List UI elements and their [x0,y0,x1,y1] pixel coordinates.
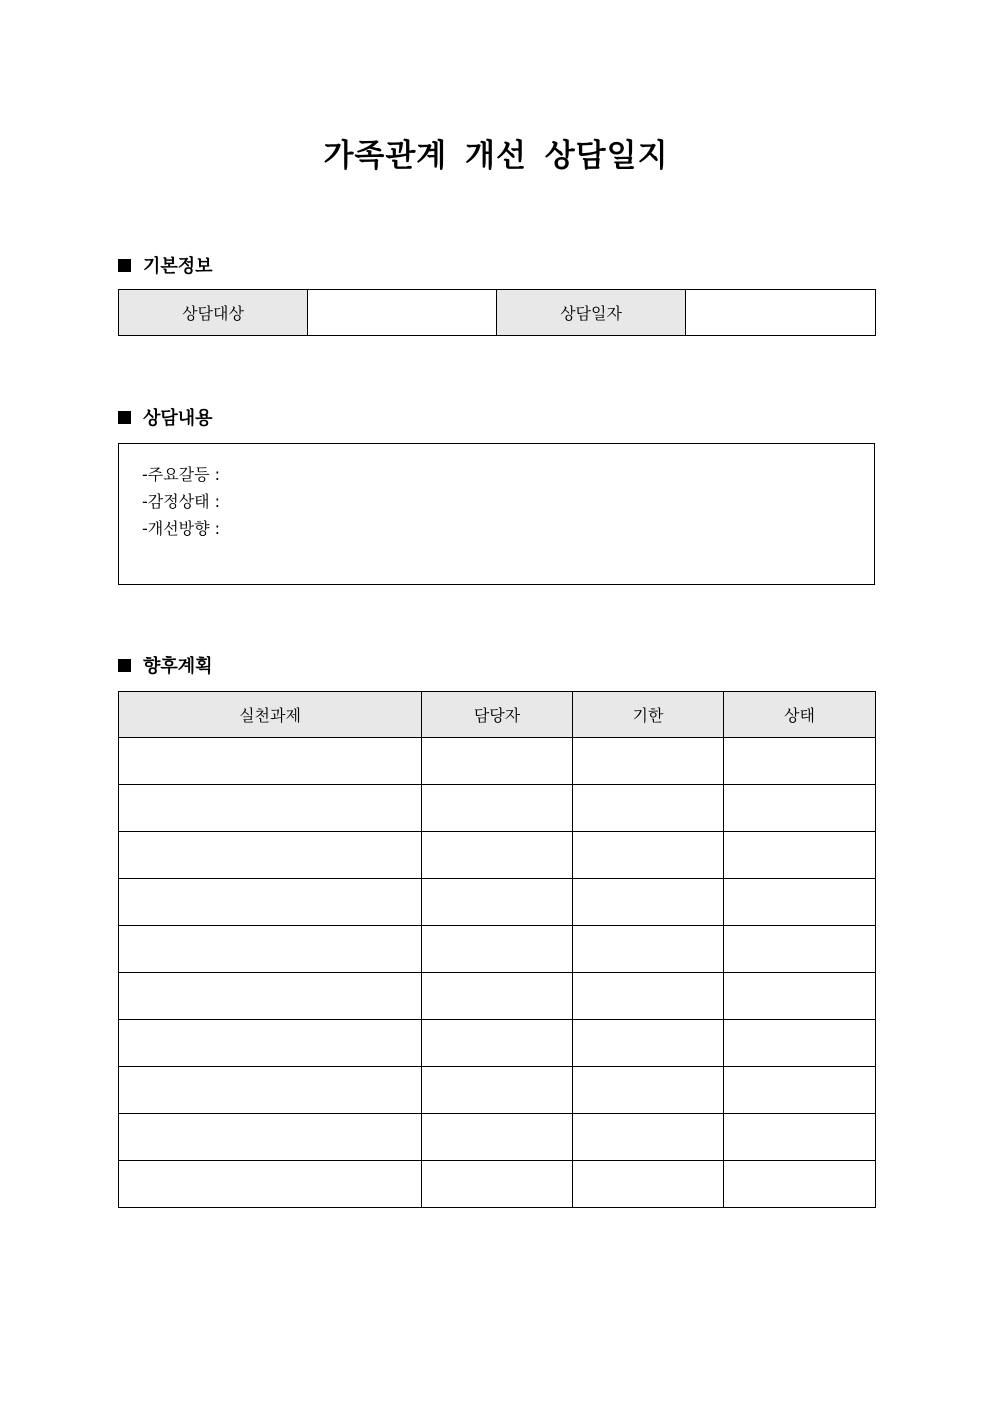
square-bullet-icon [118,659,131,672]
table-row [119,832,876,879]
table-cell[interactable] [724,785,876,832]
table-cell[interactable] [573,1114,724,1161]
table-cell[interactable] [119,879,422,926]
table-cell[interactable] [422,1020,573,1067]
table-cell[interactable] [724,1020,876,1067]
table-cell[interactable] [119,738,422,785]
content-line-improvement-direction: -개선방향 : [142,519,221,538]
field-label-counsel-target: 상담대상 [119,290,308,336]
table-row [119,1161,876,1208]
table-cell[interactable] [724,973,876,1020]
consult-content-lines [142,461,220,542]
table-cell[interactable] [573,832,724,879]
section-heading-label: 상담내용 [143,408,213,429]
column-header-deadline: 기한 [573,692,724,738]
table-cell[interactable] [422,1161,573,1208]
table-cell[interactable] [119,785,422,832]
table-cell[interactable] [422,1067,573,1114]
table-cell[interactable] [119,832,422,879]
table-cell[interactable] [724,879,876,926]
section-heading-label: 향후계획 [143,656,213,677]
field-label-counsel-date: 상담일자 [497,290,686,336]
table-cell[interactable] [422,832,573,879]
table-row [119,926,876,973]
column-header-task: 실천과제 [119,692,422,738]
square-bullet-icon [118,259,131,272]
table-cell[interactable] [119,973,422,1020]
column-header-status: 상태 [724,692,876,738]
table-cell[interactable] [724,926,876,973]
table-cell[interactable] [724,1067,876,1114]
table-cell[interactable] [119,1161,422,1208]
field-value-counsel-date[interactable] [686,290,876,336]
table-row [119,1020,876,1067]
content-line-emotional-state: -감정상태 : [142,492,221,511]
content-line-main-conflict: -주요갈등 : [142,465,221,484]
table-cell[interactable] [119,1020,422,1067]
table-cell[interactable] [422,785,573,832]
table-cell[interactable] [573,1161,724,1208]
table-header-row [119,692,876,738]
future-plan-table [118,691,876,1208]
table-row [119,738,876,785]
table-cell[interactable] [573,926,724,973]
table-row [119,785,876,832]
table-cell[interactable] [724,832,876,879]
table-cell[interactable] [724,1161,876,1208]
section-heading-future-plan [118,653,213,677]
table-cell[interactable] [119,1114,422,1161]
document-title: 가족관계 개선 상담일지 [323,138,669,174]
table-cell[interactable] [422,879,573,926]
consult-content-box[interactable] [118,443,875,585]
table-cell[interactable] [119,1067,422,1114]
table-cell[interactable] [724,738,876,785]
table-row [119,290,876,336]
table-cell[interactable] [573,1067,724,1114]
section-heading-consult-content [118,405,213,429]
table-cell[interactable] [573,1020,724,1067]
table-cell[interactable] [724,1114,876,1161]
basic-info-table [118,289,876,336]
table-row [119,879,876,926]
table-cell[interactable] [422,926,573,973]
table-cell[interactable] [573,973,724,1020]
table-cell[interactable] [573,879,724,926]
table-cell[interactable] [573,738,724,785]
table-row [119,1067,876,1114]
section-heading-basic-info [118,253,213,277]
table-cell[interactable] [422,973,573,1020]
table-cell[interactable] [119,926,422,973]
table-cell[interactable] [422,1114,573,1161]
field-value-counsel-target[interactable] [308,290,497,336]
table-row [119,973,876,1020]
section-heading-label: 기본정보 [143,256,213,277]
table-cell[interactable] [573,785,724,832]
table-row [119,1114,876,1161]
table-cell[interactable] [422,738,573,785]
column-header-assignee: 담당자 [422,692,573,738]
square-bullet-icon [118,411,131,424]
